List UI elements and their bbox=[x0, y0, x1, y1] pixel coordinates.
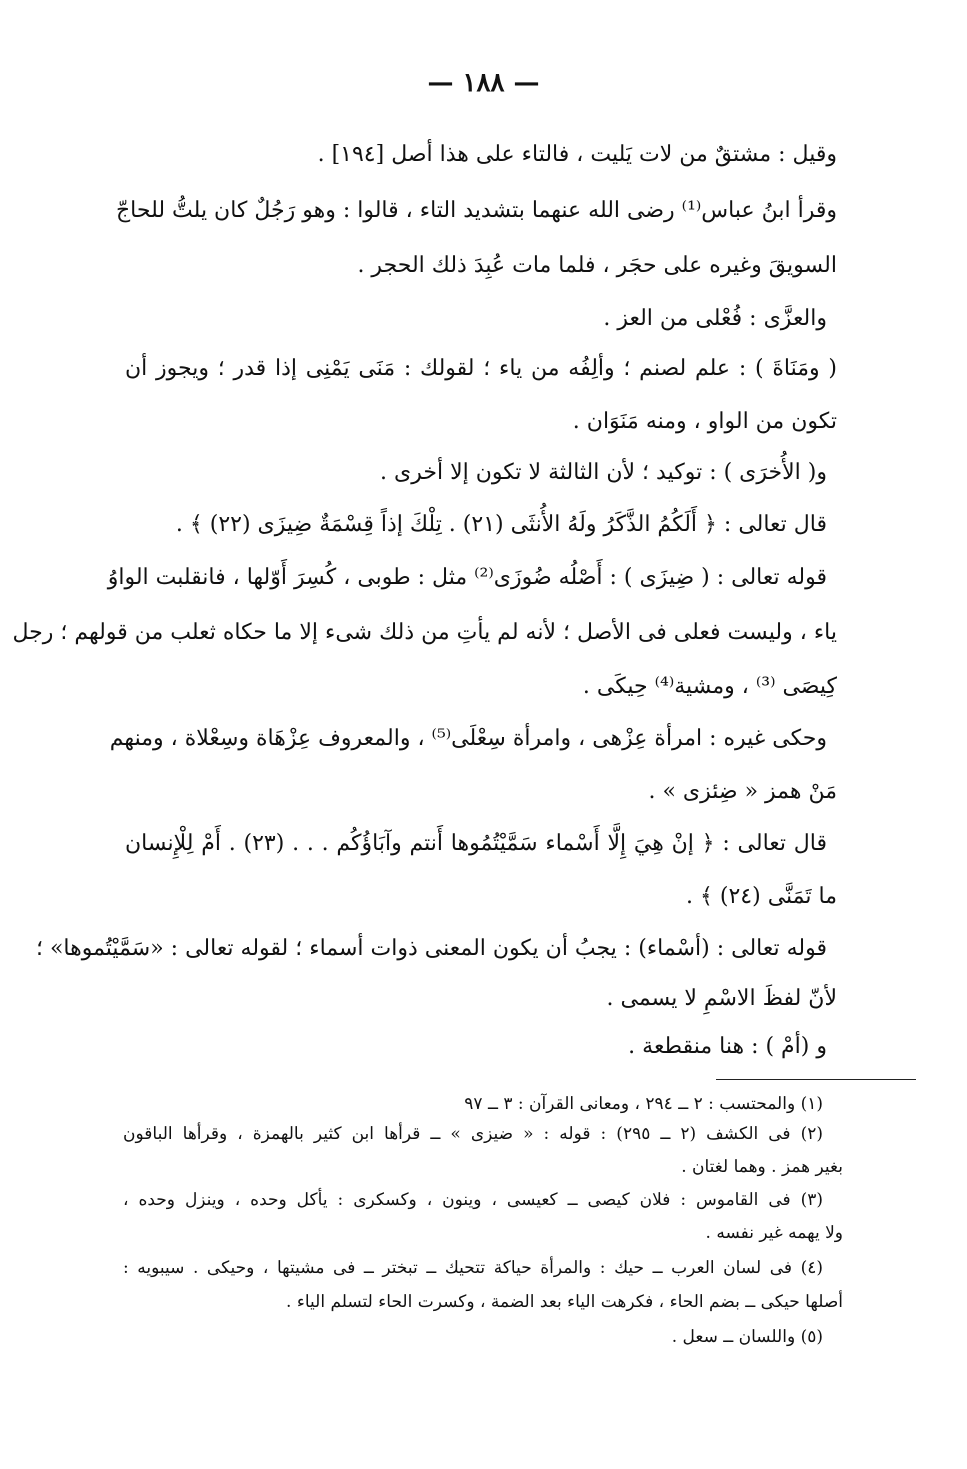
body-line-9: قوله تعالى : ( ضِيزَى ) : أَصْلُه ضُوزَى⁽²⁾ مثل : طوبى ، كُسِرَ أَوّلها ، فانقلبت الواوُ bbox=[107, 565, 827, 590]
body-line-2: وقرأ ابنُ عباس⁽¹⁾ رضى الله عنهما بتشديد التاء ، قالوا : وهو رَجُلٌ كان يلتُّ للحاجّ bbox=[115, 198, 837, 223]
body-line-3: السويقَ وغيره على حجَر ، فلما مات عُبِدَ ذلك الحجر . bbox=[357, 253, 837, 278]
footnote-5: (٥) واللسان ــ سعل . bbox=[671, 1327, 823, 1347]
footnote-3-cont: ولا يهمه غير نفسه . bbox=[705, 1223, 843, 1243]
body-line-14: قال تعالى : ﴿ إنْ هِيَ إِلَّا أَسْماء سَمَّيْتُمُوها أَنتم وآبَاؤُكُم . . . (٢٣) . أَمْ لِلْإِنسان bbox=[125, 831, 827, 856]
body-line-16: قوله تعالى : (أسْماء) : يجبُ أن يكون المعنى ذوات أسماء ؛ لقوله تعالى : «سَمَّيْتُموها» ؛ bbox=[35, 936, 827, 961]
body-line-15: ما تَمَنَّى (٢٤) ﴾ . bbox=[686, 884, 837, 909]
body-line-11: كِيصَى ⁽³⁾ ، ومشية⁽⁴⁾ حِيكَى . bbox=[582, 674, 837, 699]
footnote-4: (٤) فى لسان العرب ــ حيك : والمرأة حياكة تتحيك ــ تبختر ــ فى مشيتها ، وحيكى . سيبويه : bbox=[123, 1258, 823, 1278]
body-line-12: وحكى غيره : امرأة عِزْهى ، وامرأة سِعْلَى⁽⁵⁾ ، والمعروف عِزْهَاة وسِعْلاة ، ومنهم bbox=[109, 726, 827, 751]
body-line-6: تكون من الواو ، ومنه مَنَوَان . bbox=[572, 409, 837, 434]
body-line-17: لأنّ لفظَ الاسْمِ لا يسمى . bbox=[606, 986, 837, 1011]
body-line-8: قال تعالى : ﴿ أَلَكُمُ الذَّكَرُ ولَهُ الأُنثَى (٢١) . تِلْكَ إذاً قِسْمَةٌ ضِيزَى (٢٢) ﴾ . bbox=[175, 512, 827, 537]
footnote-1: (١) والمحتسب : ٢ ــ ٢٩٤ ، ومعانى القرآن : ٣ ــ ٩٧ bbox=[464, 1094, 823, 1114]
body-line-5: ( ومَنَاةَ ) : علم لصنم ؛ وألِفُه من ياء ؛ لقولك : مَنَى يَمْنِى إذا قدر ؛ ويجوز أن bbox=[125, 356, 837, 381]
body-line-18: و (أمْ ) : هنا منقطعة . bbox=[628, 1034, 827, 1059]
page-number: — ١٨٨ — bbox=[427, 68, 540, 98]
footnote-2-cont: بغير همز . وهما لغتان . bbox=[681, 1157, 843, 1177]
footnote-3: (٣) فى القاموس : فلان كيصى ــ كعيسى ، وينون ، وكسكرى : يأكل وحده ، وينزل وحده ، bbox=[123, 1190, 823, 1210]
footnote-2: (٢) فى الكشف (٢ ــ ٢٩٥) : قوله : « ضيزى » ــ قرأها ابن كثير بالهمزة ، وقرأها الباقون bbox=[123, 1124, 823, 1144]
footnote-4-cont: أصلها حيكى ــ بضم الحاء ، فكرهت الياء بعد الضمة ، وكسرت الحاء لتسلم الياء . bbox=[286, 1292, 843, 1312]
body-line-10: ياء ، وليست فعلى فى الأصل ؛ لأنه لم يأتِ من ذلك شىء إلا ما حكاه ثعلب من قولهم ؛ رجل bbox=[12, 620, 837, 645]
body-line-7: و( الأُخرَى ) : توكيد ؛ لأن الثالثة لا تكون إلا أخرى . bbox=[380, 460, 827, 485]
footnote-divider bbox=[716, 1079, 916, 1080]
body-line-1: وقيل : مشتقٌ من لات يَليت ، فالتاء على هذا أصل [١٩٤] . bbox=[317, 142, 837, 167]
body-line-4: والعزَّى : فُعْلى من العز . bbox=[603, 306, 827, 331]
body-line-13: مَنْ همز « ضِئزى » . bbox=[648, 779, 837, 804]
